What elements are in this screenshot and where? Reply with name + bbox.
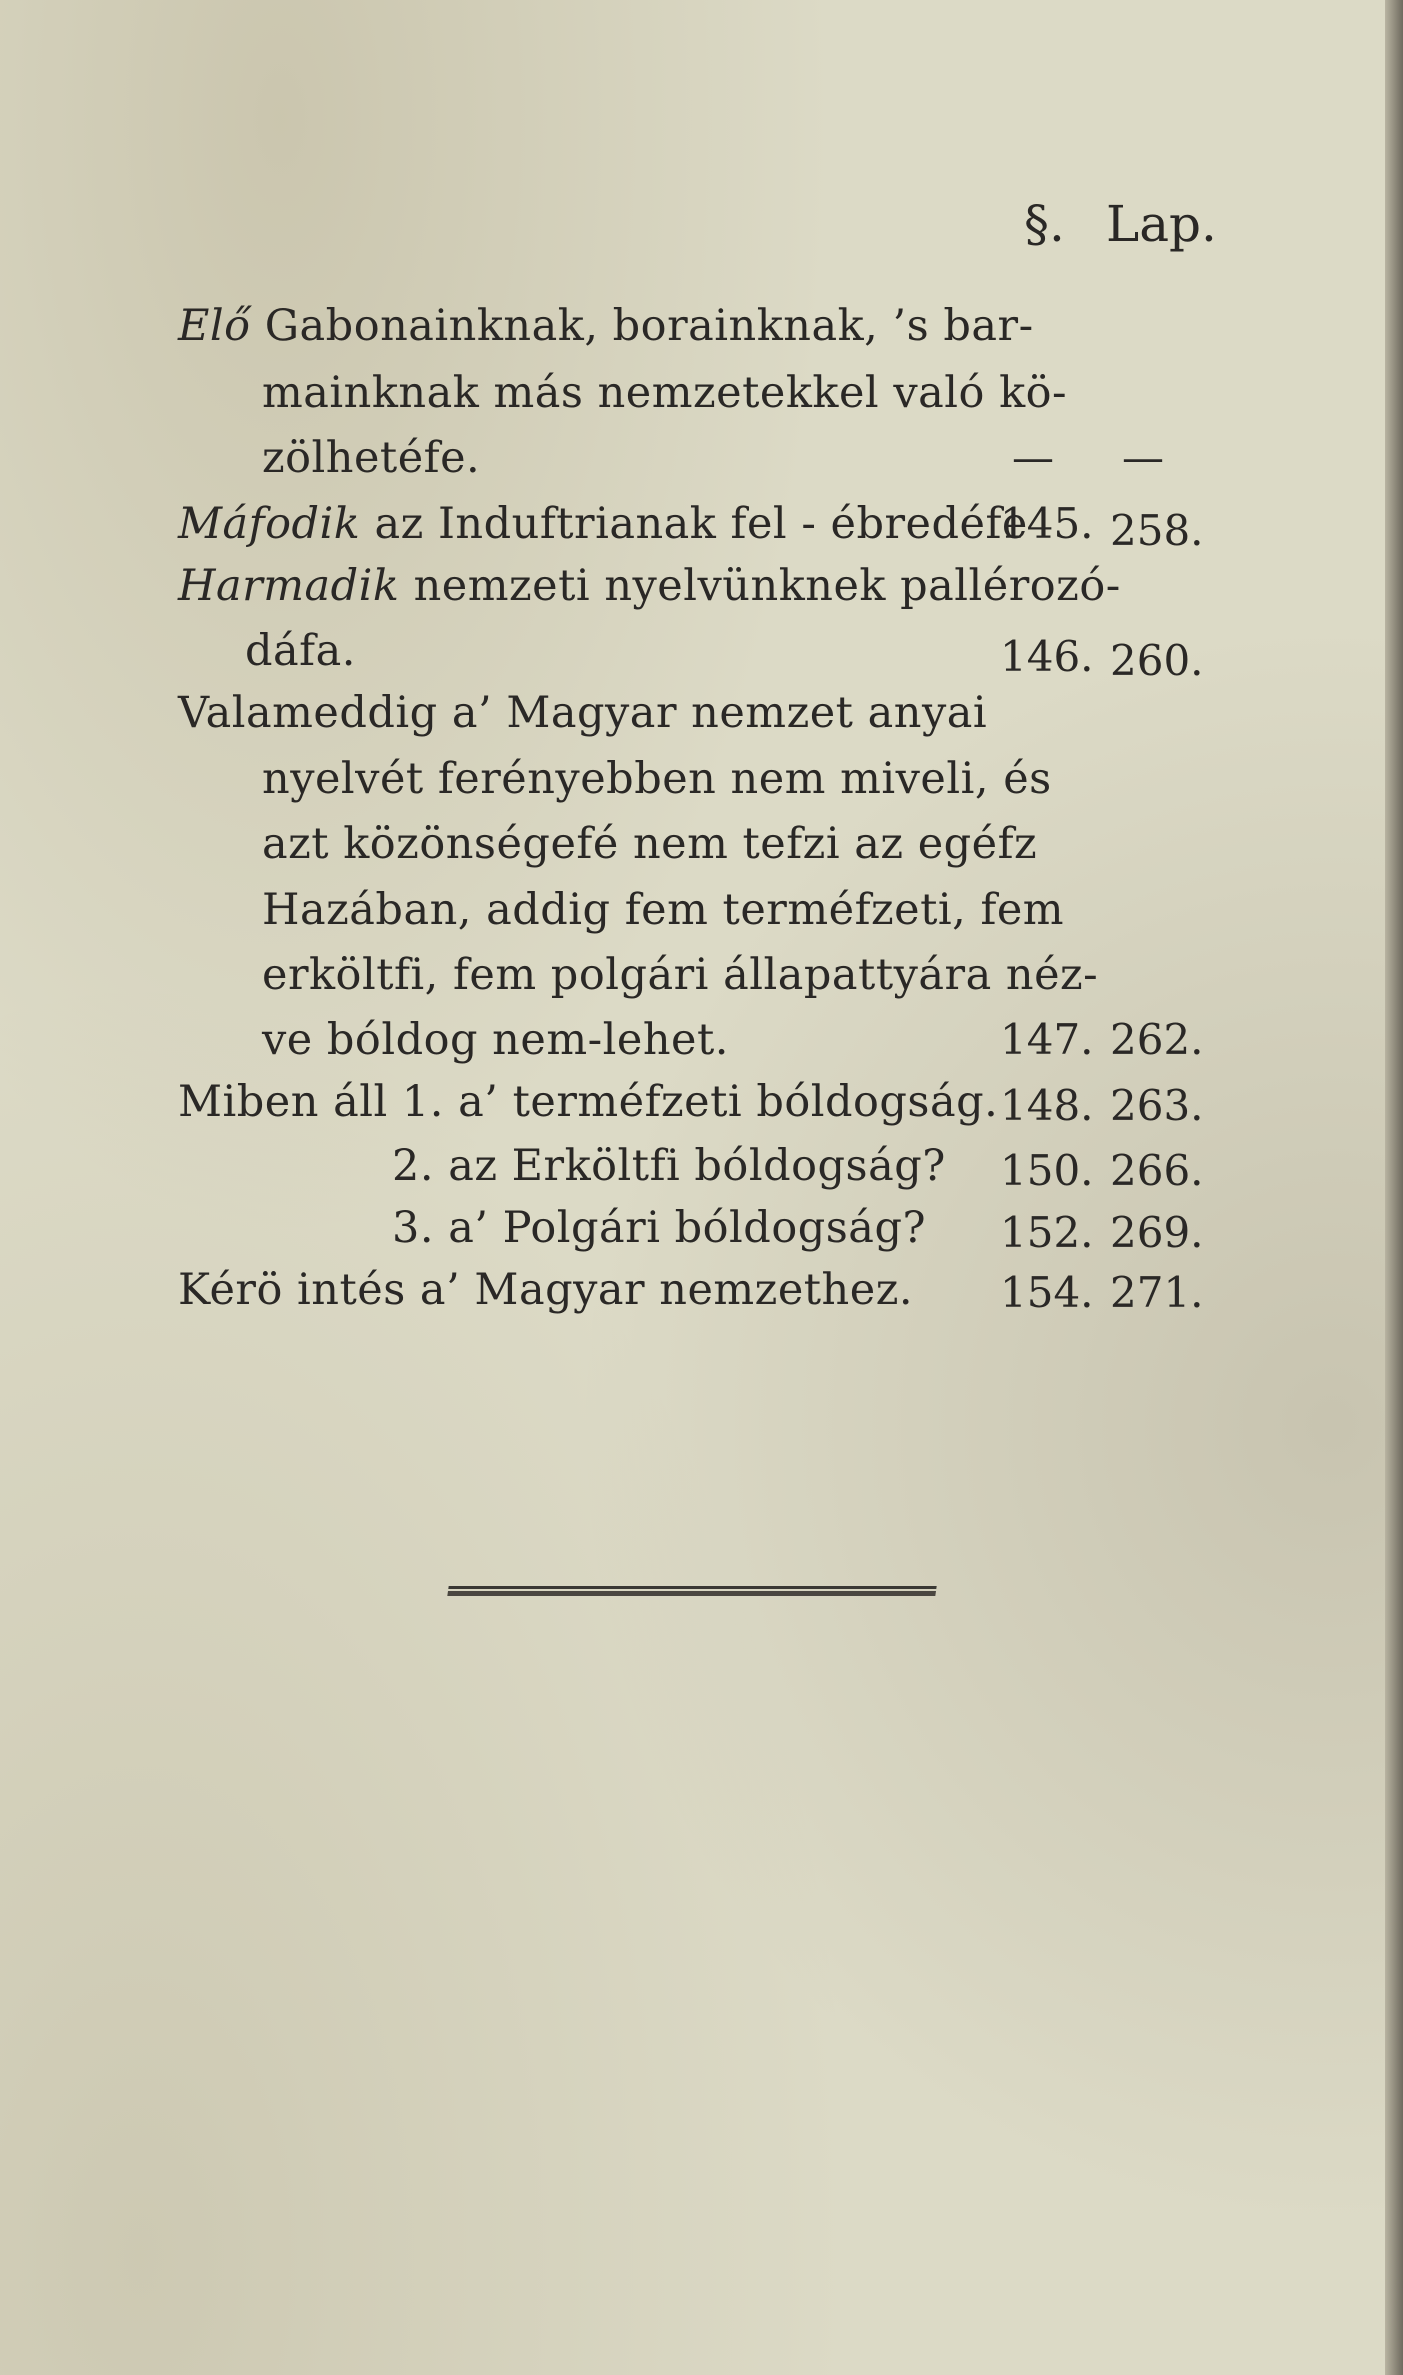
toc-line: 3. a’ Polgári bóldogság? bbox=[392, 1203, 927, 1253]
entry-text: Gabonainknak, borainknak, ’s bar- bbox=[250, 301, 1034, 351]
section-number: 150. bbox=[1000, 1146, 1094, 1195]
section-number: 145. bbox=[1000, 499, 1094, 548]
entry-lead: Máfodik bbox=[178, 499, 361, 549]
page-number: 271. bbox=[1110, 1268, 1204, 1317]
entry-lead: Harmadik bbox=[178, 561, 400, 611]
toc-line: 2. az Erköltfi bóldogság? bbox=[392, 1141, 946, 1191]
toc-line bbox=[178, 561, 1121, 611]
page-number: — bbox=[1122, 433, 1164, 482]
page-number: 263. bbox=[1110, 1081, 1204, 1130]
page-number: 258. bbox=[1110, 506, 1204, 555]
section-number: 148. bbox=[1000, 1081, 1094, 1130]
section-column-header: §. bbox=[1024, 195, 1065, 253]
page-number: 262. bbox=[1110, 1015, 1204, 1064]
page-number: 269. bbox=[1110, 1208, 1204, 1257]
page-number: 260. bbox=[1110, 636, 1204, 685]
toc-line: zölhetéfe. bbox=[262, 433, 481, 483]
toc-line: azt közönségefé nem tefzi az egéfz bbox=[262, 819, 1038, 869]
toc-line: Miben áll 1. a’ terméfzeti bóldogság. bbox=[178, 1077, 999, 1127]
toc-line bbox=[178, 301, 1034, 351]
toc-line bbox=[178, 499, 1028, 549]
section-number: 152. bbox=[1000, 1208, 1094, 1257]
section-number: 154. bbox=[1000, 1268, 1094, 1317]
entry-text: az Induftrianak fel - ébredéfe bbox=[360, 499, 1028, 549]
toc-line: Hazában, addig fem terméfzeti, fem bbox=[262, 885, 1065, 935]
toc-line: nyelvét ferényebben nem miveli, és bbox=[262, 754, 1052, 804]
page-edge-shadow bbox=[1385, 0, 1403, 2375]
section-number: 146. bbox=[1000, 632, 1094, 681]
entry-lead: Elő bbox=[178, 301, 251, 351]
section-number: 147. bbox=[1000, 1015, 1094, 1064]
entry-text: nemzeti nyelvünknek pallérozó- bbox=[399, 561, 1121, 611]
toc-line: dáfa. bbox=[245, 626, 356, 676]
toc-line: erköltfi, fem polgári állapattyára néz- bbox=[262, 950, 1099, 1000]
page-number: 266. bbox=[1110, 1146, 1204, 1195]
page-column-header: Lap. bbox=[1106, 195, 1217, 253]
toc-line: Kérö intés a’ Magyar nemzethez. bbox=[178, 1265, 914, 1315]
toc-line: Valameddig a’ Magyar nemzet anyai bbox=[178, 688, 988, 738]
section-number: — bbox=[1012, 433, 1054, 482]
toc-line: ve bóldog nem-lehet. bbox=[262, 1015, 729, 1065]
toc-line: mainknak más nemzetekkel való kö- bbox=[262, 368, 1068, 418]
closing-rule bbox=[447, 1586, 936, 1596]
